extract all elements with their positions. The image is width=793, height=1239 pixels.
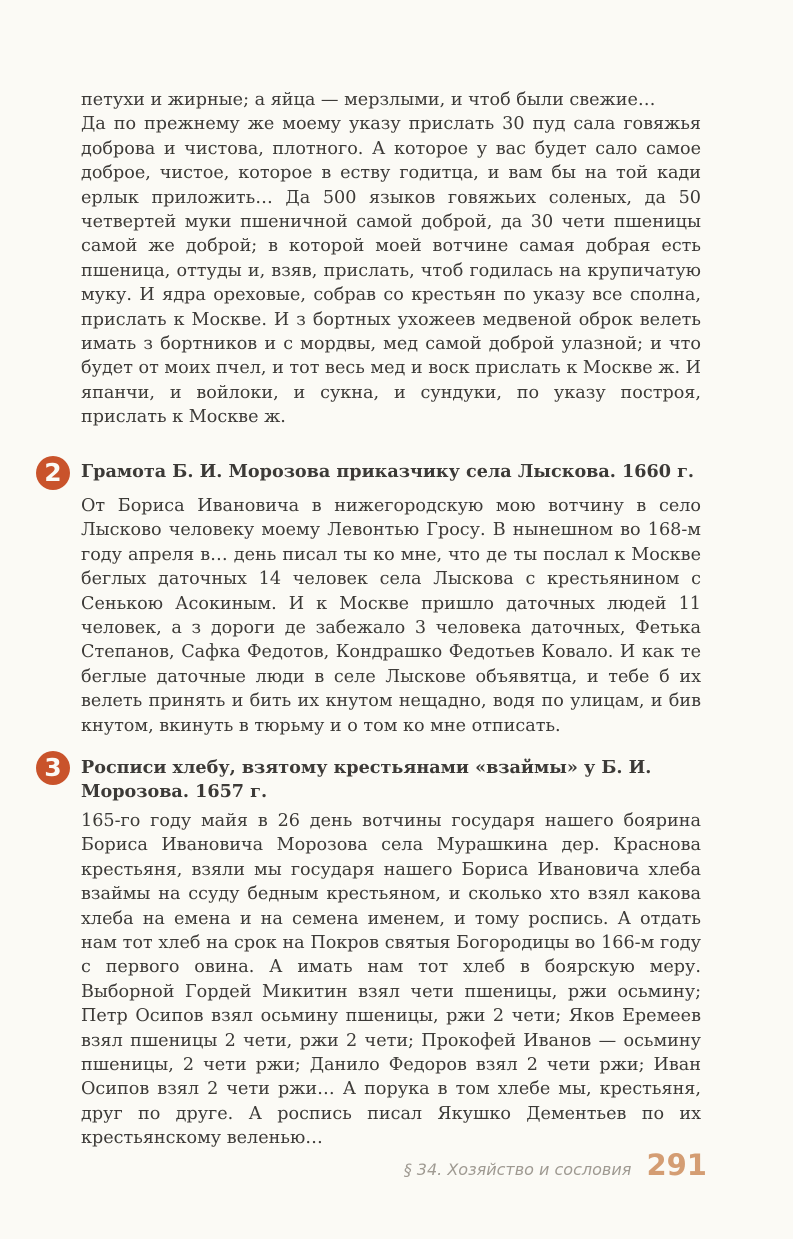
document-paragraph: От Бориса Ивановича в нижегородскую мою вотчину в село Лысково человеку моему Левонтью Гросу. В нынешном во 168-м году апреля в… день писал ты ко мне, что де ты послал к Москве беглых даточных 14 человек села Лыскова с крестьянином с Сенькою Асокиным. И к Москве пришло даточных людей 11 человек, а з дороги де забежало 3 человека даточных, Фетька Степанов, Сафка Федотов, Кондрашко Федотьев Ковало. И как те беглые даточные люди в селе Лыскове объявятца, и тебе б их велеть принять и бить их кнутом нещадно, водя по улицам, и бив кнутом, вкинуть в тюрьму и о том ко мне отписать. (81, 496, 701, 736)
document-number-badge: 2 (36, 456, 70, 490)
running-section-title: § 34. Хозяйство и сословия (403, 1160, 632, 1179)
intro-text (81, 88, 701, 430)
document-body (81, 494, 701, 738)
page-footer (404, 1148, 707, 1182)
page-number: 291 (646, 1148, 707, 1182)
document-body (81, 809, 701, 1151)
intro-paragraph: Да по прежнему же моему указу прислать 30 пуд сала говяжья доброва и чистова, плотного. А которое у вас будет сало самое доброе, чистое, которое в еству годитца, и вам бы на той кади ерлык приложить… Да 500 языков говяжьих соленых, да 50 четвертей муки пшеничной самой доброй, да 30 чети пшеницы самой же доброй; в которой моей вотчине самая добрая есть пшеница, оттуды и, взяв, прислать, чтоб годилась на крупичатую муку. И ядра ореховые, собрав со крестьян по указу все сполна, прислать к Москве. И з бортных ухожеев медвеной оброк велеть имать з бортников и с мордвы, мед самой доброй улазной; и что будет от моих пчел, и тот весь мед и воск прислать к Москве ж. И япанчи, и войлоки, и сукна, и сундуки, по указу построя, прислать к Москве ж. (81, 114, 701, 428)
document-number-badge: 3 (36, 751, 70, 785)
document-paragraph: 165-го году майя в 26 день вотчины государя нашего боярина Бориса Ивановича Морозова села Мурашкина дер. Краснова крестьяня, взяли мы государя нашего Бориса Ивановича хлеба взаймы на ссуду бедным крестьяном, и сколько хто взял какова хлеба на емена и на семена именем, и тому роспись. А отдать нам тот хлеб на срок на Покров святыя Богородицы во 166-м году с первого овина. А имать нам тот хлеб в боярскую меру. Выборной Гордей Микитин взял чети пшеницы, ржи осьмину; Петр Осипов взял осьмину пшеницы, ржи 2 чети; Яков Еремеев взял пшеницы 2 чети, ржи 2 чети; Прокофей Иванов — осьмину пшеницы, 2 чети ржи; Данило Федоров взял 2 чети ржи; Иван Осипов взял 2 чети ржи… А порука в том хлебе мы, крестьяня, друг по друге. А роспись писал Якушко Дементьев по их крестьянскому веленью… (81, 811, 701, 1149)
document-title: Росписи хлебу, взятому крестьянами «взаймы» у Б. И. Морозова. 1657 г. (81, 757, 652, 802)
intro-paragraph: петухи и жирные; а яйца — мерзлыми, и чтоб были свежие… (81, 90, 656, 110)
document-title: Грамота Б. И. Морозова приказчику села Лыскова. 1660 г. (81, 461, 695, 482)
